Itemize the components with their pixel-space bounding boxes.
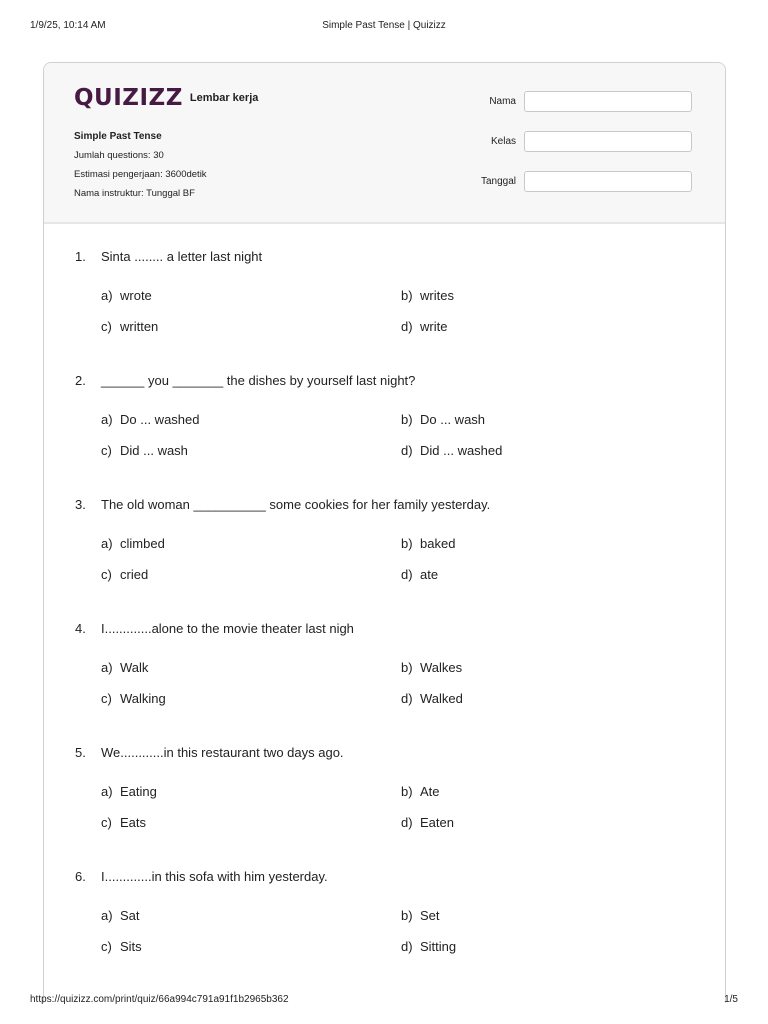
worksheet xyxy=(43,62,726,1003)
option-letter: d) xyxy=(401,319,413,334)
option-letter: b) xyxy=(401,908,413,923)
name-input[interactable] xyxy=(524,91,692,112)
option-a[interactable] xyxy=(101,412,200,427)
question-number: 1. xyxy=(75,249,86,264)
question-text: The old woman __________ some cookies for her family yesterday. xyxy=(101,497,491,512)
worksheet-meta xyxy=(74,127,207,203)
option-text: writes xyxy=(420,288,454,303)
option-a[interactable] xyxy=(101,288,152,303)
option-letter: d) xyxy=(401,939,413,954)
option-text: Walkes xyxy=(420,660,463,675)
option-text: Eats xyxy=(120,815,147,830)
brand xyxy=(74,85,258,111)
question xyxy=(44,741,725,865)
option-b[interactable] xyxy=(401,784,440,799)
option-text: write xyxy=(420,319,448,334)
option-letter: b) xyxy=(401,536,413,551)
option-letter: d) xyxy=(401,691,413,706)
question-number: 3. xyxy=(75,497,86,512)
option-letter: c) xyxy=(101,319,112,334)
question-text: We............in this restaurant two days ago. xyxy=(101,745,344,760)
option-b[interactable] xyxy=(401,412,485,427)
question-text: Sinta ........ a letter last night xyxy=(101,249,263,264)
option-b[interactable] xyxy=(401,536,455,551)
option-c[interactable] xyxy=(101,319,158,334)
option-letter: b) xyxy=(401,288,413,303)
option-text: Sat xyxy=(120,908,140,923)
name-field-row xyxy=(464,91,692,112)
option-text: Ate xyxy=(420,784,440,799)
option-text: Sitting xyxy=(420,939,457,954)
question-number: 4. xyxy=(75,621,86,636)
question xyxy=(44,493,725,617)
option-a[interactable] xyxy=(101,908,140,923)
option-a[interactable] xyxy=(101,536,165,551)
quizizz-logo: QUIZIZZ xyxy=(74,85,183,111)
question-text: I.............alone to the movie theater last nigh xyxy=(101,621,354,636)
question xyxy=(44,865,725,989)
print-url: https://quizizz.com/print/quiz/66a994c791a91f1b2965b362 xyxy=(30,994,289,1005)
option-text: Walked xyxy=(420,691,463,706)
duration: Estimasi pengerjaan: 3600detik xyxy=(74,169,207,180)
option-text: Did ... washed xyxy=(420,443,503,458)
option-text: Walking xyxy=(120,691,166,706)
option-text: written xyxy=(120,319,159,334)
option-c[interactable] xyxy=(101,567,148,582)
option-text: wrote xyxy=(120,288,152,303)
date-label: Tanggal xyxy=(480,176,516,187)
option-letter: b) xyxy=(401,660,413,675)
class-input[interactable] xyxy=(524,131,692,152)
question xyxy=(44,617,725,741)
date-field-row xyxy=(464,171,692,192)
option-letter: a) xyxy=(101,784,113,799)
option-letter: a) xyxy=(101,536,113,551)
option-letter: a) xyxy=(101,288,113,303)
worksheet-header xyxy=(44,63,725,224)
print-date: 1/9/25, 10:14 AM xyxy=(30,20,106,31)
option-d[interactable] xyxy=(401,443,502,458)
option-text: Did ... wash xyxy=(120,443,188,458)
question-count: Jumlah questions: 30 xyxy=(74,150,164,161)
option-letter: d) xyxy=(401,567,413,582)
instructor: Nama instruktur: Tunggal BF xyxy=(74,188,195,199)
option-b[interactable] xyxy=(401,288,454,303)
option-c[interactable] xyxy=(101,939,142,954)
class-field-row xyxy=(464,131,692,152)
option-a[interactable] xyxy=(101,784,157,799)
name-label: Nama xyxy=(489,96,516,107)
question-number: 2. xyxy=(75,373,86,388)
option-c[interactable] xyxy=(101,815,146,830)
option-d[interactable] xyxy=(401,815,454,830)
question-list xyxy=(44,245,725,989)
option-letter: b) xyxy=(401,412,413,427)
option-letter: d) xyxy=(401,815,413,830)
option-text: Do ... wash xyxy=(420,412,486,427)
option-b[interactable] xyxy=(401,660,462,675)
question-number: 5. xyxy=(75,745,86,760)
option-d[interactable] xyxy=(401,567,438,582)
option-text: baked xyxy=(420,536,456,551)
option-text: Eaten xyxy=(420,815,454,830)
option-letter: d) xyxy=(401,443,413,458)
option-letter: a) xyxy=(101,908,113,923)
option-text: Walk xyxy=(120,660,149,675)
option-c[interactable] xyxy=(101,443,188,458)
question-number: 6. xyxy=(75,869,86,884)
option-d[interactable] xyxy=(401,939,456,954)
print-title: Simple Past Tense | Quizizz xyxy=(322,20,446,31)
option-letter: c) xyxy=(101,939,112,954)
question-text: I.............in this sofa with him yesterday. xyxy=(101,869,328,884)
class-label: Kelas xyxy=(490,136,516,147)
option-letter: c) xyxy=(101,567,112,582)
option-text: cried xyxy=(120,567,149,582)
option-letter: b) xyxy=(401,784,413,799)
option-d[interactable] xyxy=(401,691,463,706)
option-c[interactable] xyxy=(101,691,166,706)
option-letter: c) xyxy=(101,815,112,830)
worksheet-label: Lembar kerja xyxy=(189,92,259,104)
option-text: ate xyxy=(420,567,439,582)
question xyxy=(44,245,725,369)
option-text: Eating xyxy=(120,784,157,799)
option-letter: a) xyxy=(101,412,113,427)
option-text: Do ... washed xyxy=(120,412,200,427)
option-b[interactable] xyxy=(401,908,440,923)
question-text: ______ you _______ the dishes by yourself last night? xyxy=(101,373,416,388)
option-text: Sits xyxy=(120,939,142,954)
worksheet-title: Simple Past Tense xyxy=(74,131,162,142)
option-a[interactable] xyxy=(101,660,148,675)
option-d[interactable] xyxy=(401,319,447,334)
page-number: 1/5 xyxy=(724,994,738,1005)
option-letter: c) xyxy=(101,691,112,706)
option-text: climbed xyxy=(120,536,165,551)
option-text: Set xyxy=(420,908,440,923)
question xyxy=(44,369,725,493)
date-input[interactable] xyxy=(524,171,692,192)
option-letter: a) xyxy=(101,660,113,675)
option-letter: c) xyxy=(101,443,112,458)
